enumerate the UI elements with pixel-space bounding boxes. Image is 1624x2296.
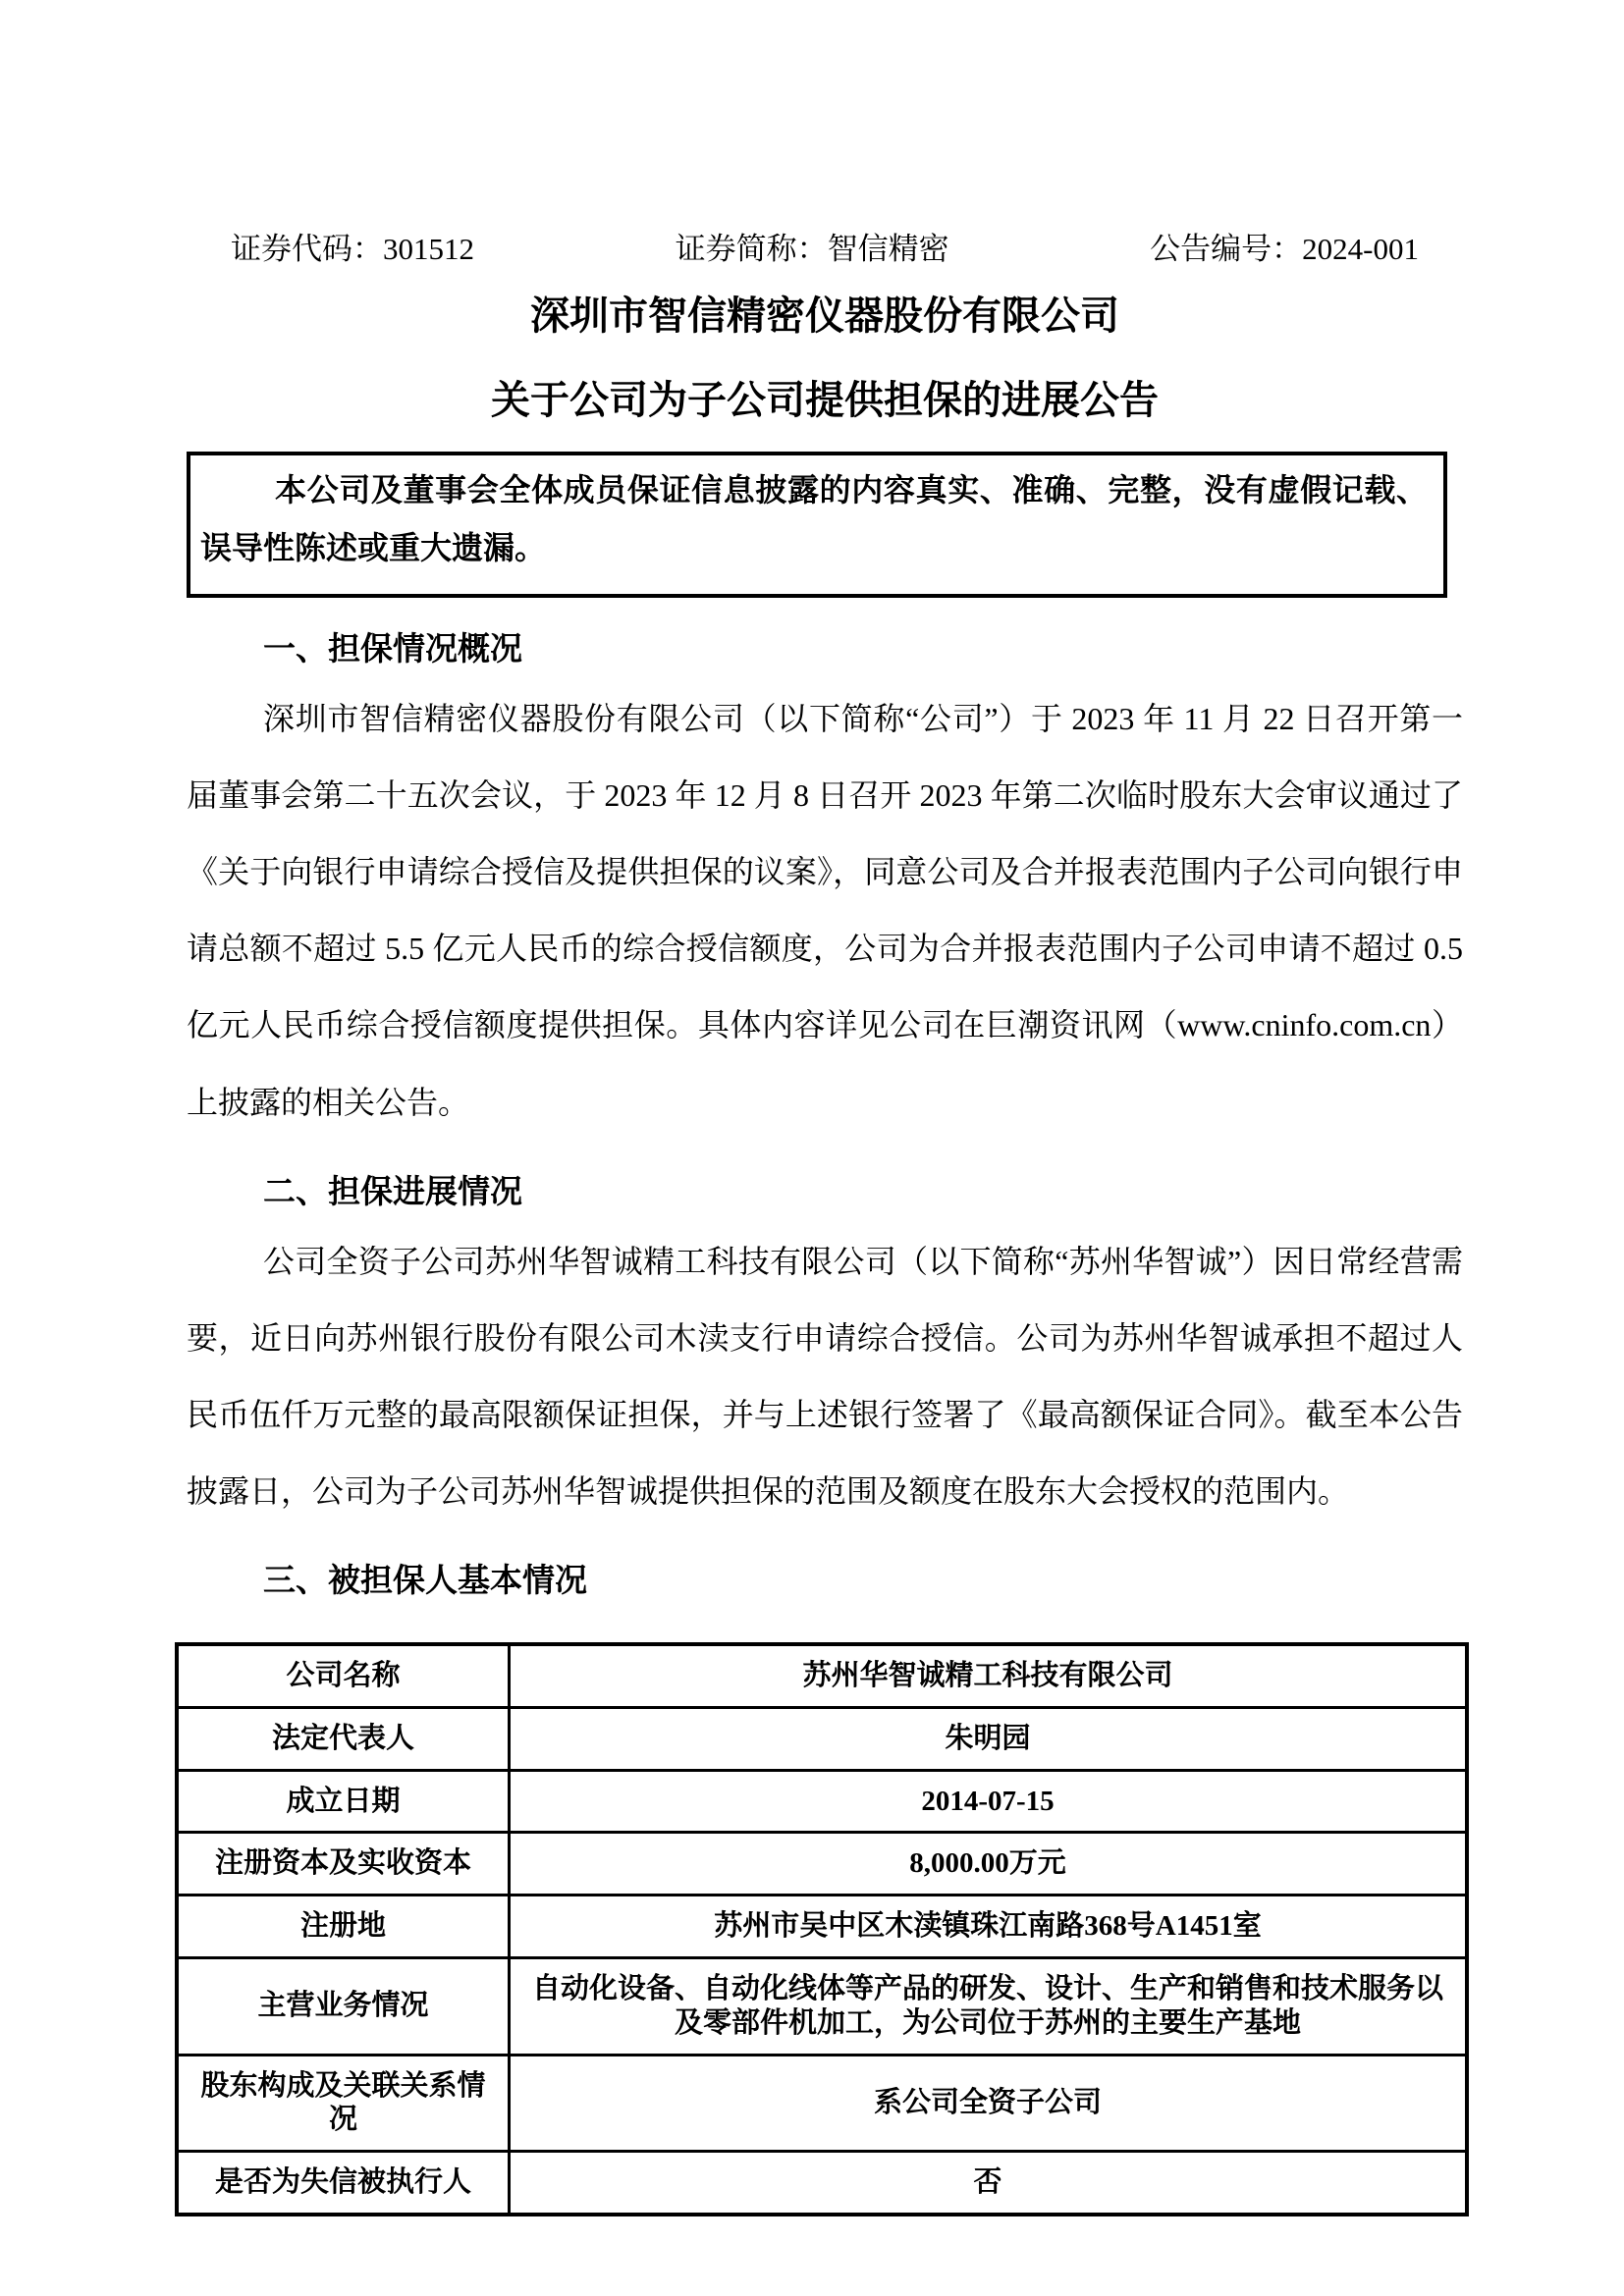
document-header [187,231,1463,267]
table-value: 2014-07-15 [510,1770,1468,1833]
table-row-dishonest-executee [177,2152,1467,2215]
table-row-shareholder-structure [177,2055,1467,2152]
guarantee-progress-paragraph: 公司全资子公司苏州华智诚精工科技有限公司（以下简称“苏州华智诚”）因日常经营需要，近日向苏州银行股份有限公司木渎支行申请综合授信。公司为苏州华智诚承担不超过人民币伍仟万元整的最高限额保证担保，并与上述银行签署了《最高额保证合同》。截至本公告披露日，公司为子公司苏州华智诚提供担保的范围及额度在股东大会授权的范围内。 [187,1244,1463,1510]
section-heading-guarantee-progress: 二、担保进展情况 [263,1172,522,1209]
disclaimer-text: 本公司及董事会全体成员保证信息披露的内容真实、准确、完整，没有虚假记载、误导性陈述或重大遗漏。 [200,472,1428,566]
table-label: 主营业务情况 [177,1957,510,2055]
section-heading-guaranteed-party-info: 三、被担保人基本情况 [263,1562,587,1599]
company-name-title: 深圳市智信精密仪器股份有限公司 [530,294,1119,339]
table-label: 公司名称 [177,1644,510,1707]
table-row-registered-address [177,1896,1467,1958]
disclaimer-box [187,452,1447,597]
table-row-registered-capital [177,1833,1467,1896]
section-heading-guarantee-overview: 一、担保情况概况 [263,629,522,667]
table-value: 否 [510,2152,1468,2215]
table-label: 注册资本及实收资本 [177,1833,510,1896]
table-value: 苏州市吴中区木渎镇珠江南路368号A1451室 [510,1896,1468,1958]
table-row-legal-representative [177,1707,1467,1770]
stock-short-name: 证券简称：智信精密 [675,232,949,266]
guarantee-overview-paragraph: 深圳市智信精密仪器股份有限公司（以下简称“公司”）于 2023 年 11 月 22 日召开第一届董事会第二十五次会议，于 2023 年 12 月 8 日召开 2023 年第二次临时股东大会审议通过了《关于向银行申请综合授信及提供担保的议案》，同意公司及合并报表范围内子公司向银行申请总额不超过 5.5 亿元人民币的综合授信额度，公司为合并报表范围内子公司申请不超过 0.5 亿元人民币综合授信额度提供担保。具体内容详见公司在巨潮资讯网（www.cninfo.com.cn）上披露的相关公告。 [187,701,1463,1120]
table-row-establishment-date [177,1770,1467,1833]
announcement-title: 关于公司为子公司提供担保的进展公告 [491,379,1159,423]
table-label: 法定代表人 [177,1707,510,1770]
table-value: 8,000.00万元 [510,1833,1468,1896]
table-row-main-business [177,1957,1467,2055]
table-value: 系公司全资子公司 [510,2055,1468,2152]
table-label: 是否为失信被执行人 [177,2152,510,2215]
stock-code: 证券代码：301512 [231,232,474,266]
table-value: 朱明园 [510,1707,1468,1770]
table-value: 自动化设备、自动化线体等产品的研发、设计、生产和销售和技术服务以及零部件机加工，为公司位于苏州的主要生产基地 [510,1957,1468,2055]
table-value: 苏州华智诚精工科技有限公司 [510,1644,1468,1707]
table-row-company-name [177,1644,1467,1707]
table-label: 注册地 [177,1896,510,1958]
announcement-number: 公告编号：2024-001 [1150,232,1419,266]
guaranteed-party-table [175,1642,1469,2216]
table-label: 成立日期 [177,1770,510,1833]
table-label: 股东构成及关联关系情况 [177,2055,510,2152]
